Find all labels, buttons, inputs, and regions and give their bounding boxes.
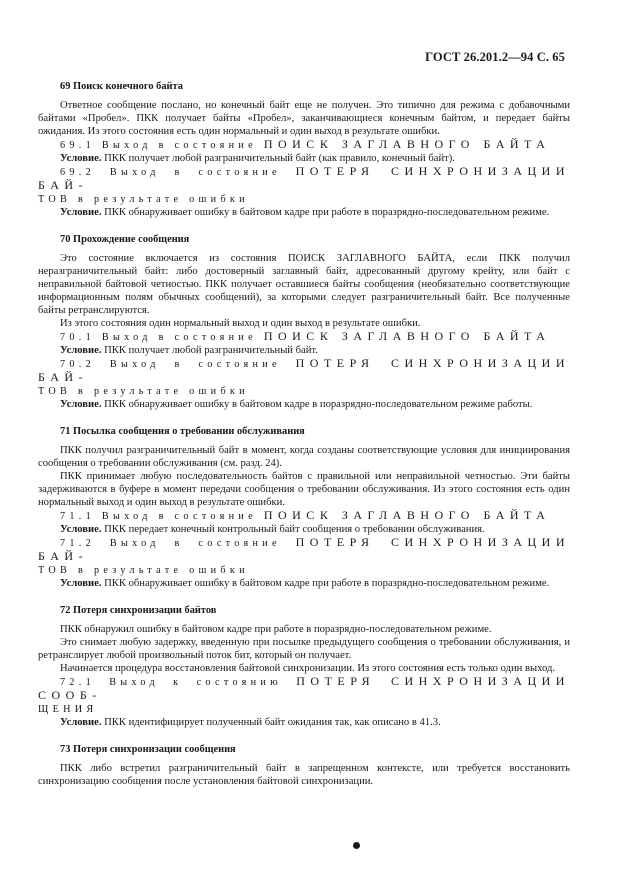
condition-label: Условие. [60, 399, 102, 410]
paragraph: ПКК обнаружил ошибку в байтовом кадре при работе в поразрядно-последовательном режиме. [60, 624, 492, 635]
exit-line [38, 138, 570, 152]
exit-state-name: ПОТЕРЯ СИНХРОНИЗАЦИИ БАЙ- [38, 164, 570, 192]
exit-state-name: ПОИСК ЗАГЛАВНОГО БАЙТА [263, 508, 551, 522]
exit-lead: Выход в состояние [109, 538, 281, 549]
paragraph: ПКК получил разграничительный байт в момент, когда созданы соответствующие условия для инициирования сообщения о требовании обслуживания (см. разд. 24). [38, 445, 570, 469]
page-bullet-mark [353, 842, 360, 849]
exit-continuation: ЩЕНИЯ [38, 704, 98, 715]
section [38, 80, 570, 219]
exit-line [38, 536, 570, 564]
exit-lead: Выход в состояние [101, 332, 257, 343]
document-body [38, 80, 570, 802]
exit-continuation: ТОВ в результате ошибки [38, 565, 249, 576]
exit-line [38, 357, 570, 385]
section-title: 70 Прохождение сообщения [60, 234, 190, 245]
condition-label: Условие. [60, 717, 102, 728]
condition-text: ПКК обнаруживает ошибку в байтовом кадре в поразрядно-последовательном режиме работы. [104, 399, 533, 410]
paragraph: Из этого состояния один нормальный выход и один выход в результате ошибки. [60, 318, 421, 329]
exit-continuation: ТОВ в результате ошибки [38, 194, 249, 205]
paragraph: Начинается процедура восстановления байтовой синхронизации. Из этого состояния есть только один выход. [60, 663, 556, 674]
condition-label: Условие. [60, 345, 102, 356]
section [38, 604, 570, 729]
condition-text: ПКК обнаруживает ошибку в байтовом кадре при работе в поразрядно-последовательном режиме. [104, 578, 550, 589]
section-title: 73 Потеря синхронизации сообщения [60, 744, 236, 755]
condition-text: ПКК обнаруживает ошибку в байтовом кадре при работе в поразрядно-последовательном режиме. [104, 207, 550, 218]
condition-text: ПКК получает любой разграничительный байт (как правило, конечный байт). [104, 153, 455, 164]
exit-lead: Выход к состоянию [109, 677, 283, 688]
exit-state-name: ПОИСК ЗАГЛАВНОГО БАЙТА [263, 329, 551, 343]
condition-label: Условие. [60, 207, 102, 218]
exit-state-name: ПОИСК ЗАГЛАВНОГО БАЙТА [263, 137, 551, 151]
section [38, 233, 570, 411]
paragraph: ПКК принимает любую последовательность байтов с правильной или неправильной четностью. Эти байты задерживаются в буфере в момент передачи сообщения о требовании обслуживания. Из этого состояния есть один нормальный выход и один выход в результате ошибки. [38, 471, 570, 508]
exit-number: 69.2 [60, 167, 96, 178]
condition-label: Условие. [60, 578, 102, 589]
condition-text: ПКК получает любой разграничительный байт. [104, 345, 318, 356]
exit-number: 70.1 [60, 332, 96, 343]
exit-lead: Выход в состояние [109, 359, 281, 370]
condition [38, 206, 570, 219]
section-title: 72 Потеря синхронизации байтов [60, 605, 217, 616]
condition-text: ПКК идентифицирует полученный байт ожидания так, как описано в 41.3. [104, 717, 441, 728]
exit-lead: Выход в состояние [101, 511, 257, 522]
paragraph: Ответное сообщение послано, но конечный байт еще не получен. Это типично для режима с добавочными байтами «Пробел». ПКК получает байты «Пробел», заканчивающиеся конечным байтом, и передает байты ожидания. Из этого состояния есть один нормальный и один выход в результате ошибки. [38, 100, 570, 137]
page-header: ГОСТ 26.201.2—94 С. 65 [425, 50, 565, 64]
exit-lead: Выход в состояние [101, 140, 257, 151]
exit-number: 70.2 [60, 359, 96, 370]
exit-state-name: ПОТЕРЯ СИНХРОНИЗАЦИИ БАЙ- [38, 535, 570, 563]
condition [38, 716, 570, 729]
exit-lead: Выход в состояние [109, 167, 281, 178]
exit-number: 72.1 [60, 677, 96, 688]
exit-line [38, 509, 570, 523]
condition-label: Условие. [60, 524, 102, 535]
exit-line [38, 330, 570, 344]
exit-line [38, 675, 570, 703]
exit-state-name: ПОТЕРЯ СИНХРОНИЗАЦИИ БАЙ- [38, 356, 570, 384]
section-title: 71 Посылка сообщения о требовании обслуживания [60, 426, 305, 437]
section [38, 743, 570, 788]
exit-number: 71.1 [60, 511, 96, 522]
exit-state-name: ПОТЕРЯ СИНХРОНИЗАЦИИ СООБ- [38, 674, 570, 702]
exit-line [38, 165, 570, 193]
condition [38, 398, 570, 411]
paragraph: Это снимает любую задержку, введенную при посылке предыдущего сообщения о требовании обслуживания, и ретранслирует любой произвольный поток бит, который он получает. [38, 637, 570, 661]
section-title: 69 Поиск конечного байта [60, 81, 183, 92]
condition-label: Условие. [60, 153, 102, 164]
exit-number: 69.1 [60, 140, 96, 151]
section [38, 425, 570, 590]
exit-number: 71.2 [60, 538, 96, 549]
condition-text: ПКК передает конечный контрольный байт сообщения о требовании обслуживания. [104, 524, 485, 535]
exit-continuation: ТОВ в результате ошибки [38, 386, 249, 397]
condition [38, 577, 570, 590]
paragraph: ПКК либо встретил разграничительный байт в запрещенном контексте, или требуется восстановить синхронизацию сообщения после установления байтовой синхронизации. [38, 763, 570, 787]
paragraph: Это состояние включается из состояния ПОИСК ЗАГЛАВНОГО БАЙТА, если ПКК получил неразграничительный байт: либо достоверный заглавный байт, адресованный другому крейту, или байт с неправильной байтовой четностью. ПКК получает оставшиеся байты сообщения (необязательно соответствующие информационным полям обычных сообщений), за которыми следует разграничительный байт. Все полученные байты ретранслируются. [38, 253, 570, 316]
